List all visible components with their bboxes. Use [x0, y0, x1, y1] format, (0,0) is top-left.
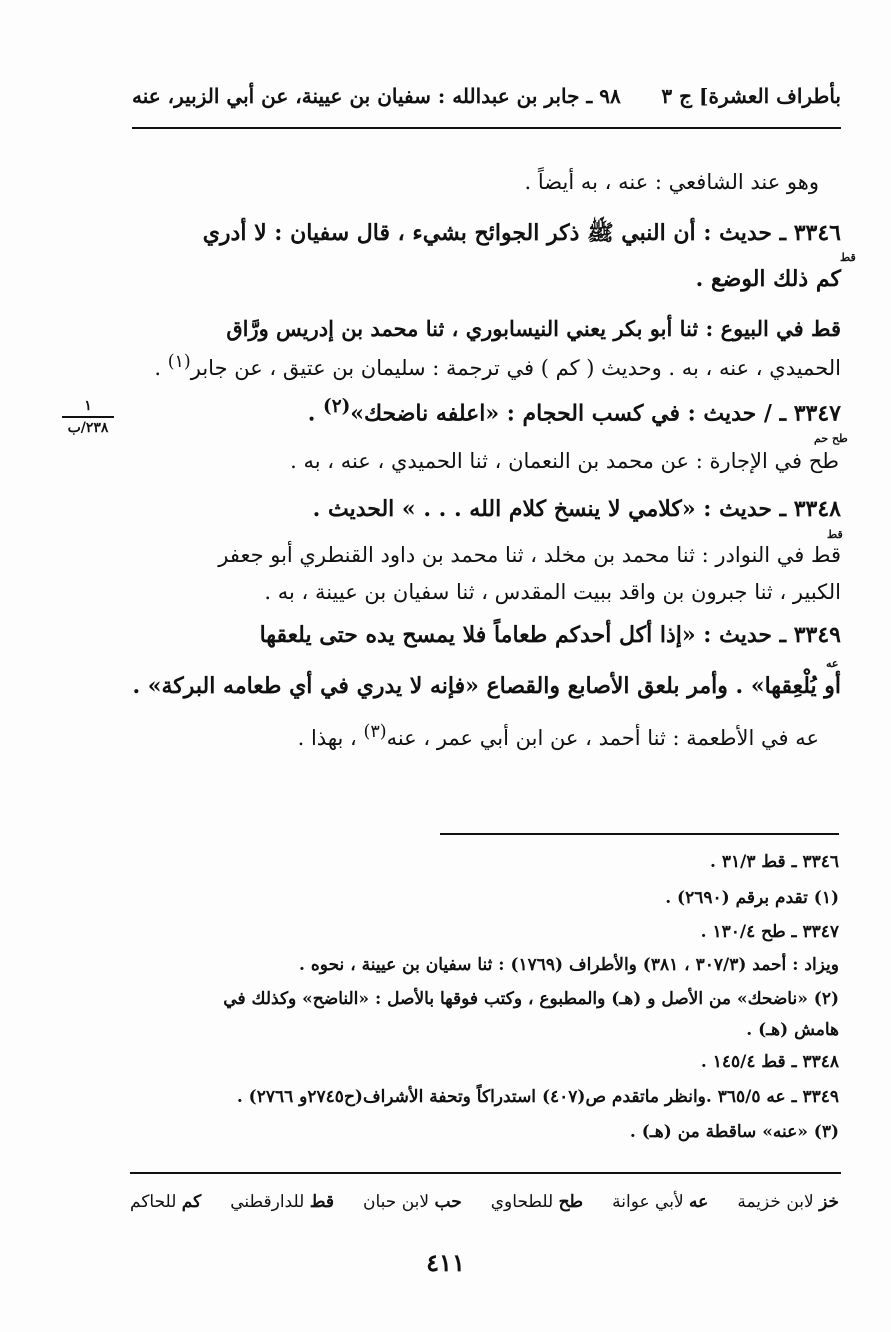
text-span: عه في الأطعمة : ثنا أحمد ، عن ابن أبي عمر ، عنه	[386, 726, 819, 750]
text-line: كم ذلك الوضع .	[695, 266, 841, 292]
text-line: وهو عند الشافعي : عنه ، به أيضاً .	[524, 170, 819, 194]
legend-text: لأبي عوانة	[612, 1192, 684, 1212]
footnote-line: ٣٣٤٦ ـ قط ٣١/٣ .	[710, 852, 839, 872]
legend-text: لابن خزيمة	[737, 1192, 814, 1212]
footnote-ref: (٣)	[363, 722, 387, 742]
footnote-line: (٣) «عنه» ساقطة من (هـ) .	[629, 1122, 839, 1142]
footnote-line: هامش (هـ) .	[746, 1020, 839, 1040]
legend-text: لابن حبان	[363, 1192, 430, 1212]
footnote-ref: (١)	[167, 352, 191, 372]
text-line: الحميدي ، عنه ، به . وحديث ( كم ) في ترجمة : سليمان بن عتيق ، عن جابر$^{(١)}$ .	[154, 352, 841, 380]
legend-text: للطحاوي	[490, 1192, 554, 1212]
text-line	[50, 722, 819, 750]
footnote-rule	[440, 833, 839, 835]
text-line	[50, 316, 841, 341]
folio-divider	[62, 416, 114, 418]
footnote-line: (٢) «ناضحك» من الأصل و (هـ) والمطبوع ، وكتب فوقها بالأصل : «الناضح» وكذلك في	[223, 989, 839, 1009]
legend-code: قط	[309, 1192, 334, 1212]
footnote-line: ٣٣٤٧ ـ طح ١٣٠/٤ .	[700, 922, 839, 942]
legend-item	[491, 1192, 583, 1212]
legend-code: كم	[181, 1192, 202, 1212]
legend-item	[230, 1192, 334, 1212]
text-span: ، بهذا .	[297, 726, 357, 750]
text-span: الحميدي ، عنه ، به . وحديث ( كم ) في ترجمة : سليمان بن عتيق ، عن جابر	[190, 356, 841, 380]
header-rule	[132, 127, 841, 129]
legend-code: عه	[689, 1192, 709, 1212]
text-line: أو يُلْعِقها» . وأمر بلعق الأصابع والقصاع «فإنه لا يدري في أي طعامه البركة» .	[132, 673, 841, 699]
legend-text: للدارقطني	[230, 1192, 305, 1212]
header-chapter-title: ٩٨ ـ جابر بن عبدالله : سفيان بن عيينة، عن أبي الزبير، عنه	[132, 84, 621, 108]
legend-item	[737, 1192, 839, 1212]
hadith-source-siglum: قط	[840, 251, 856, 264]
footnote-line: ويزاد : أحمد (٣٠٧/٣ ، ٣٨١) والأطراف (١٧٦٩) : ثنا سفيان بن عيينة ، نحوه .	[299, 955, 839, 975]
legend-text: للحاكم	[130, 1192, 177, 1212]
hadith-3348: ٣٣٤٨ ـ حديث : «كلامي لا ينسخ كلام الله . . . » الحديث .	[312, 496, 841, 522]
running-header	[132, 84, 841, 124]
hadith-3347: ٣٣٤٧ ـ / حديث : في كسب الحجام : «اعلفه ناضحك»$^{(٢)}$ .	[307, 396, 841, 427]
text-line: الكبير ، ثنا جبرون بن واقد ببيت المقدس ، ثنا سفيان بن عيينة ، به .	[264, 580, 841, 604]
footnote-line: (١) تقدم برقم (٢٦٩٠) .	[665, 888, 839, 908]
hadith-source-siglum: قط	[827, 528, 843, 541]
legend-code: حب	[434, 1192, 462, 1212]
text-span: قط في البيوع : ثنا أبو بكر يعني النيسابوري ، ثنا محمد بن إدريس ورَّاق	[226, 316, 841, 341]
folio-number: ١	[84, 398, 92, 414]
legend-code: طح	[558, 1192, 584, 1212]
hadith-3349: ٣٣٤٩ ـ حديث : «إذا أكل أحدكم طعاماً فلا يمسح يده حتى يلعقها	[259, 622, 841, 648]
header-book-title: بأطراف العشرة] ج ٣	[661, 84, 841, 108]
page-number: ٤١١	[426, 1248, 465, 1277]
footnote-line: ٣٣٤٩ ـ عه ٣٦٥/٥ .وانظر ماتقدم ص(٤٠٧) استدراكاً وتحفة الأشراف(ح٢٧٤٥و ٢٧٦٦) .	[236, 1087, 839, 1107]
legend-item	[612, 1192, 708, 1212]
legend-rule	[130, 1172, 841, 1174]
hadith-3346: ٣٣٤٦ ـ حديث : أن النبي ﷺ ذكر الجوائح بشيء ، قال سفيان : لا أدري	[202, 220, 841, 246]
text-span: ٣٣٤٧ ـ / حديث : في كسب الحجام : «اعلفه ناضحك»	[350, 400, 841, 427]
abbreviation-legend	[130, 1192, 839, 1212]
footnote-line: ٣٣٤٨ ـ قط ١٤٥/٤ .	[700, 1052, 839, 1072]
hadith-source-siglum: عه	[826, 657, 839, 670]
hadith-source-siglum: طح حم	[814, 432, 848, 445]
folio-page: ٢٣٨/ب	[67, 419, 109, 436]
manuscript-folio-note	[58, 398, 118, 436]
legend-code: خز	[819, 1192, 839, 1212]
legend-item	[363, 1192, 462, 1212]
text-line: طح في الإجارة : عن محمد بن النعمان ، ثنا الحميدي ، عنه ، به .	[290, 449, 839, 473]
footnote-ref: (٢)	[323, 396, 351, 417]
legend-item	[130, 1192, 201, 1212]
text-line: قط في النوادر : ثنا محمد بن مخلد ، ثنا محمد بن داود القنطري أبو جعفر	[218, 543, 841, 567]
